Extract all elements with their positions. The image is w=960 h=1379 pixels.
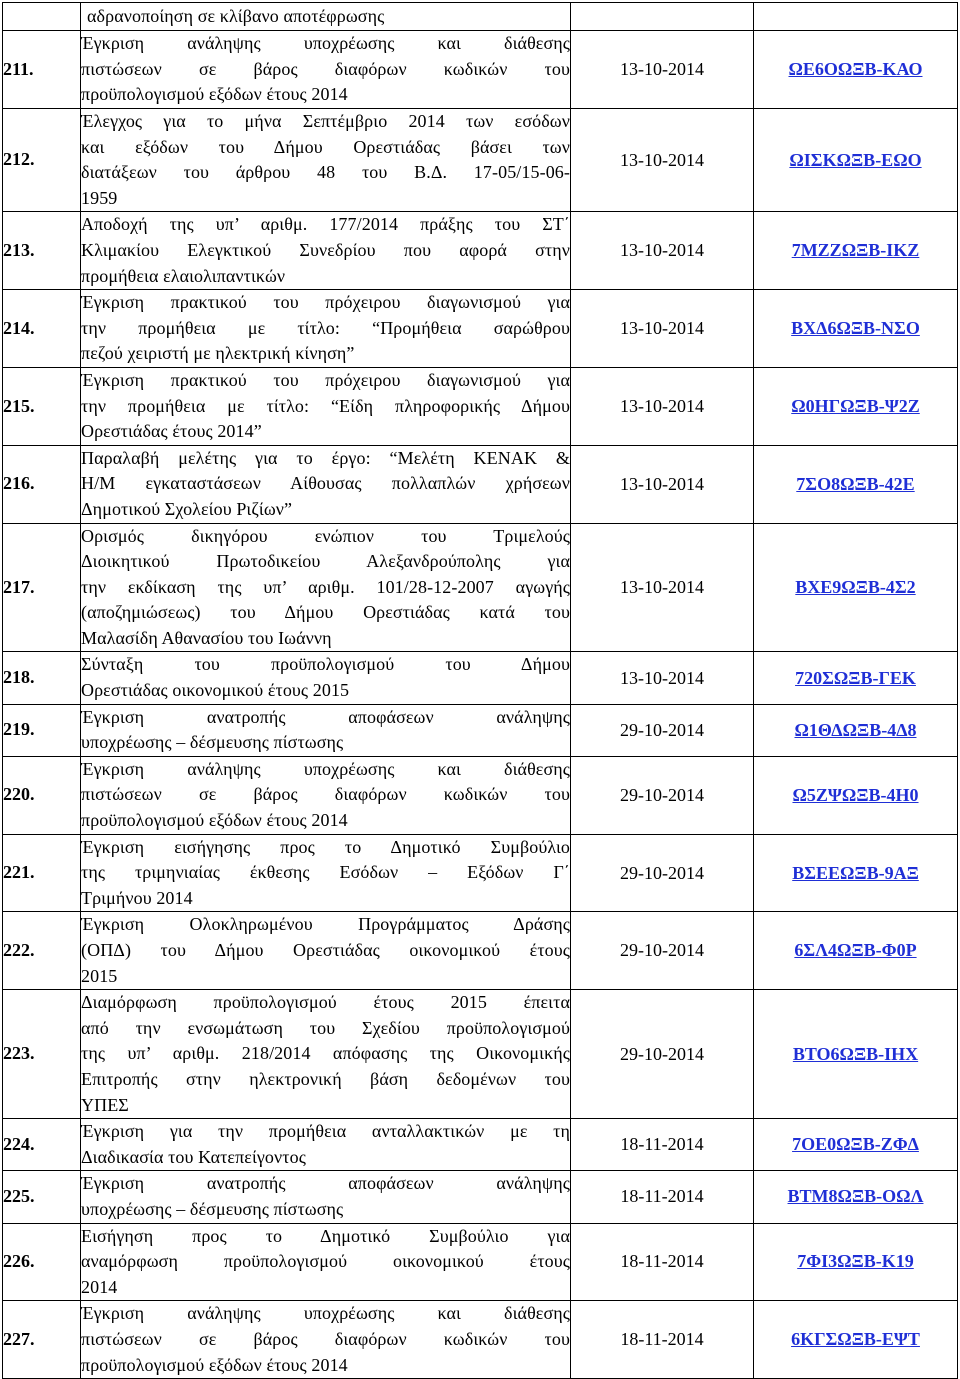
decision-ada xyxy=(754,652,958,704)
ada-link[interactable]: ΒΧΕ9ΩΞΒ-4Σ2 xyxy=(795,576,916,597)
decision-ada xyxy=(754,3,958,31)
description-line: Τριμήνου 2014 xyxy=(81,887,193,908)
decision-description xyxy=(81,3,571,31)
description-line: προμήθεια ελαιολιπαντικών xyxy=(81,265,286,286)
description-line: αναμόρφωση προϋπολογισμού οικονομικού έτους xyxy=(81,1251,570,1272)
decision-number: 221. xyxy=(3,834,81,912)
table-row xyxy=(3,523,958,652)
description-line: Κλιμακίου Ελεγκτικού Συνεδρίου που αφορά στην xyxy=(81,239,570,260)
decision-description xyxy=(81,445,571,523)
decision-date: 18-11-2014 xyxy=(571,1301,754,1379)
decision-date: 13-10-2014 xyxy=(571,290,754,368)
description-line: Ορεστιάδας οικονομικού έτους 2015 xyxy=(81,680,350,701)
table-row xyxy=(3,756,958,834)
decision-ada xyxy=(754,523,958,652)
description-line: από την ενσωμάτωση του Σχεδίου προϋπολογισμού xyxy=(81,1017,570,1038)
description-line: Σύνταξη του προϋπολογισμού του Δήμου xyxy=(81,654,570,675)
description-line: υποχρέωσης – δέσμευσης πίστωσης xyxy=(81,732,344,753)
decision-date: 13-10-2014 xyxy=(571,652,754,704)
decision-description xyxy=(81,704,571,756)
table-row xyxy=(3,367,958,445)
ada-link[interactable]: 7ΦΙ3ΩΞΒ-Κ19 xyxy=(797,1251,914,1272)
description-line: Έγκριση για την προμήθεια ανταλλακτικών με τη xyxy=(81,1121,570,1142)
description-line: Αποδοχή της υπ’ αριθμ. 177/2014 πράξης του ΣΤ΄ xyxy=(81,214,570,235)
description-line: πεζού χειριστή με ηλεκτρική κίνηση” xyxy=(81,343,355,364)
description-line: 2014 xyxy=(81,1276,118,1297)
decision-ada xyxy=(754,445,958,523)
decision-ada xyxy=(754,1223,958,1301)
description-line: της τριμηνιαίας έκθεσης Εσόδων – Εξόδων Γ΄ xyxy=(81,862,570,883)
description-line: πιστώσεων σε βάρος διαφόρων κωδικών του xyxy=(81,1328,570,1349)
decision-description xyxy=(81,1223,571,1301)
table-row-continuation xyxy=(3,3,958,31)
decision-ada xyxy=(754,1119,958,1171)
description-line: προϋπολογισμού εξόδων έτους 2014 xyxy=(81,1354,348,1375)
decision-description xyxy=(81,912,571,990)
table-row xyxy=(3,212,958,290)
decision-description xyxy=(81,1301,571,1379)
decision-number: 216. xyxy=(3,445,81,523)
description-line: Εισήγηση προς το Δημοτικό Συμβούλιο για xyxy=(81,1225,570,1246)
decision-ada xyxy=(754,834,958,912)
ada-link[interactable]: ΒΤΟ6ΩΞΒ-ΙΗΧ xyxy=(792,1043,919,1064)
ada-link[interactable]: ΩΙΣΚΩΞΒ-ΕΩΟ xyxy=(789,149,922,170)
description-line: Μαλασίδη Αθανασίου του Ιωάννη xyxy=(81,627,332,648)
decision-number: 223. xyxy=(3,990,81,1119)
description-line: Έγκριση εισήγησης προς το Δημοτικό Συμβούλιο xyxy=(81,836,570,857)
description-line: Έγκριση ανατροπής αποφάσεων ανάληψης xyxy=(81,1173,570,1194)
decision-description xyxy=(81,1171,571,1223)
decision-description xyxy=(81,290,571,368)
description-line: Έλεγχος για το μήνα Σεπτέμβριο 2014 των εσόδων xyxy=(81,111,570,131)
decision-date: 13-10-2014 xyxy=(571,212,754,290)
decision-ada xyxy=(754,912,958,990)
decision-description xyxy=(81,367,571,445)
decision-description xyxy=(81,990,571,1119)
ada-link[interactable]: 7ΣΟ8ΩΞΒ-42Ε xyxy=(796,473,915,494)
decisions-table xyxy=(2,2,958,1379)
table-row xyxy=(3,652,958,704)
decision-number xyxy=(3,3,81,31)
description-line: υποχρέωσης – δέσμευσης πίστωσης xyxy=(81,1198,344,1219)
decisions-table-body xyxy=(3,3,958,1379)
decision-number: 219. xyxy=(3,704,81,756)
table-row xyxy=(3,834,958,912)
decision-date: 13-10-2014 xyxy=(571,31,754,109)
decision-date: 13-10-2014 xyxy=(571,109,754,212)
decision-description xyxy=(81,1119,571,1171)
decision-date: 29-10-2014 xyxy=(571,990,754,1119)
ada-link[interactable]: Ω0ΗΓΩΞΒ-Ψ2Ζ xyxy=(791,395,920,416)
ada-link[interactable]: 7ΟΕ0ΩΞΒ-ΖΦΔ xyxy=(792,1134,919,1155)
table-row xyxy=(3,912,958,990)
decision-number: 222. xyxy=(3,912,81,990)
ada-link[interactable]: 6ΣΛ4ΩΞΒ-Φ0Ρ xyxy=(794,940,917,961)
decision-ada xyxy=(754,756,958,834)
description-line: την προμήθεια με τίτλο: “Προμήθεια σαρώθρου xyxy=(81,317,570,338)
description-line: 2015 xyxy=(81,965,118,986)
decision-date: 29-10-2014 xyxy=(571,834,754,912)
decision-number: 213. xyxy=(3,212,81,290)
ada-link[interactable]: ΒΣΕΕΩΞΒ-9ΑΞ xyxy=(792,862,919,883)
description-line: Έγκριση ανάληψης υποχρέωσης και διάθεσης xyxy=(81,758,570,779)
decision-description xyxy=(81,756,571,834)
description-line: Έγκριση ανατροπής αποφάσεων ανάληψης xyxy=(81,706,570,727)
table-row xyxy=(3,109,958,212)
decision-description xyxy=(81,834,571,912)
description-line: προϋπολογισμού εξόδων έτους 2014 xyxy=(81,810,348,831)
description-line: της υπ’ αριθμ. 218/2014 απόφασης της Οικονομικής xyxy=(81,1043,570,1064)
decision-ada xyxy=(754,1171,958,1223)
description-line: και εξόδων του Δήμου Ορεστιάδας βάσει των xyxy=(81,136,570,157)
ada-link[interactable]: ΩΕ6ΟΩΞΒ-ΚΑΟ xyxy=(788,59,923,79)
description-line: Ορεστιάδας έτους 2014” xyxy=(81,421,262,442)
decision-number: 220. xyxy=(3,756,81,834)
description-line: Δημοτικού Σχολείου Ριζίων” xyxy=(81,498,293,519)
description-line: Ορισμός δικηγόρου ενώπιον του Τριμελούς xyxy=(81,525,570,546)
decision-date: 29-10-2014 xyxy=(571,704,754,756)
decision-date: 13-10-2014 xyxy=(571,523,754,652)
description-line: Διαμόρφωση προϋπολογισμού έτους 2015 έπειτα xyxy=(81,992,570,1013)
decision-number: 217. xyxy=(3,523,81,652)
decision-date: 29-10-2014 xyxy=(571,912,754,990)
decision-ada xyxy=(754,31,958,109)
ada-link[interactable]: 6ΚΓΣΩΞΒ-ΕΨΤ xyxy=(791,1329,920,1350)
table-row xyxy=(3,1301,958,1379)
decision-date: 13-10-2014 xyxy=(571,367,754,445)
decision-ada xyxy=(754,109,958,212)
description-line: Παραλαβή μελέτης για το έργο: “Μελέτη ΚΕΝΑΚ & xyxy=(81,447,570,468)
ada-link[interactable]: 7ΜΖΖΩΞΒ-ΙΚΖ xyxy=(791,240,920,261)
table-row xyxy=(3,1223,958,1301)
description-line: ΥΠΕΣ xyxy=(81,1094,129,1115)
ada-link[interactable]: 720ΣΩΞΒ-ΓΕΚ xyxy=(795,667,916,688)
decision-date: 18-11-2014 xyxy=(571,1223,754,1301)
decision-number: 211. xyxy=(3,31,81,109)
description-line: διατάξεων του άρθρου 48 του Β.Δ. 17-05/15-06- xyxy=(81,162,570,183)
decision-date: 18-11-2014 xyxy=(571,1171,754,1223)
decision-number: 214. xyxy=(3,290,81,368)
table-row xyxy=(3,31,958,109)
ada-link[interactable]: Ω5ΖΨΩΞΒ-4Η0 xyxy=(792,784,919,805)
decision-ada xyxy=(754,1301,958,1379)
decision-number: 212. xyxy=(3,109,81,212)
decision-number: 227. xyxy=(3,1301,81,1379)
decision-number: 224. xyxy=(3,1119,81,1171)
ada-link[interactable]: ΒΧΔ6ΩΞΒ-ΝΣΟ xyxy=(791,318,920,339)
ada-link[interactable]: Ω1ΘΔΩΞΒ-4Δ8 xyxy=(794,719,917,740)
decision-date: 13-10-2014 xyxy=(571,445,754,523)
decision-ada xyxy=(754,212,958,290)
decision-date: 18-11-2014 xyxy=(571,1119,754,1171)
decision-number: 215. xyxy=(3,367,81,445)
description-line: Έγκριση πρακτικού του πρόχειρου διαγωνισμού για xyxy=(81,369,570,390)
decision-description xyxy=(81,523,571,652)
decision-ada xyxy=(754,290,958,368)
decision-description xyxy=(81,652,571,704)
decision-description xyxy=(81,31,571,109)
table-row xyxy=(3,990,958,1119)
description-line: Έγκριση Ολοκληρωμένου Προγράμματος Δράσης xyxy=(81,914,570,935)
description-line: Επιτροπής στην ηλεκτρονική βάση δεδομένων του xyxy=(81,1068,570,1089)
description-line: Έγκριση ανάληψης υποχρέωσης και διάθεσης xyxy=(81,1303,570,1324)
description-line: την εκδίκαση της υπ’ αριθμ. 101/28-12-2007 αγωγής xyxy=(81,576,570,597)
description-line: πιστώσεων σε βάρος διαφόρων κωδικών του xyxy=(81,58,570,79)
description-line: Διαδικασία του Κατεπείγοντος xyxy=(81,1146,306,1167)
description-line: 1959 xyxy=(81,187,118,208)
description-line: Έγκριση πρακτικού του πρόχειρου διαγωνισμού για xyxy=(81,292,570,313)
decision-number: 226. xyxy=(3,1223,81,1301)
table-row xyxy=(3,704,958,756)
table-row xyxy=(3,445,958,523)
description-line: πιστώσεων σε βάρος διαφόρων κωδικών του xyxy=(81,784,570,805)
description-line: προϋπολογισμού εξόδων έτους 2014 xyxy=(81,84,348,105)
decision-date: 29-10-2014 xyxy=(571,756,754,834)
description-line: Η/Μ εγκαταστάσεων Αίθουσας πολλαπλών χρήσεων xyxy=(81,473,570,494)
description-line: (αποζημιώσεως) του Δήμου Ορεστιάδας κατά του xyxy=(81,602,570,623)
decision-ada xyxy=(754,367,958,445)
description-line: την προμήθεια με τίτλο: “Είδη πληροφορικής Δήμου xyxy=(81,395,570,416)
description-line: αδρανοποίηση σε κλίβανο αποτέφρωσης xyxy=(87,5,385,26)
decision-description xyxy=(81,109,571,212)
decision-date xyxy=(571,3,754,31)
decision-number: 225. xyxy=(3,1171,81,1223)
description-line: (ΟΠΔ) του Δήμου Ορεστιάδας οικονομικού έτους xyxy=(81,940,570,960)
description-line: Έγκριση ανάληψης υποχρέωσης και διάθεσης xyxy=(81,33,570,54)
table-row xyxy=(3,1171,958,1223)
description-line: Διοικητικού Πρωτοδικείου Αλεξανδρούπολης για xyxy=(81,551,570,572)
table-row xyxy=(3,290,958,368)
decision-description xyxy=(81,212,571,290)
decision-number: 218. xyxy=(3,652,81,704)
decision-ada xyxy=(754,704,958,756)
table-row xyxy=(3,1119,958,1171)
decision-ada xyxy=(754,990,958,1119)
ada-link[interactable]: ΒΤΜ8ΩΞΒ-ΟΩΛ xyxy=(787,1186,924,1207)
